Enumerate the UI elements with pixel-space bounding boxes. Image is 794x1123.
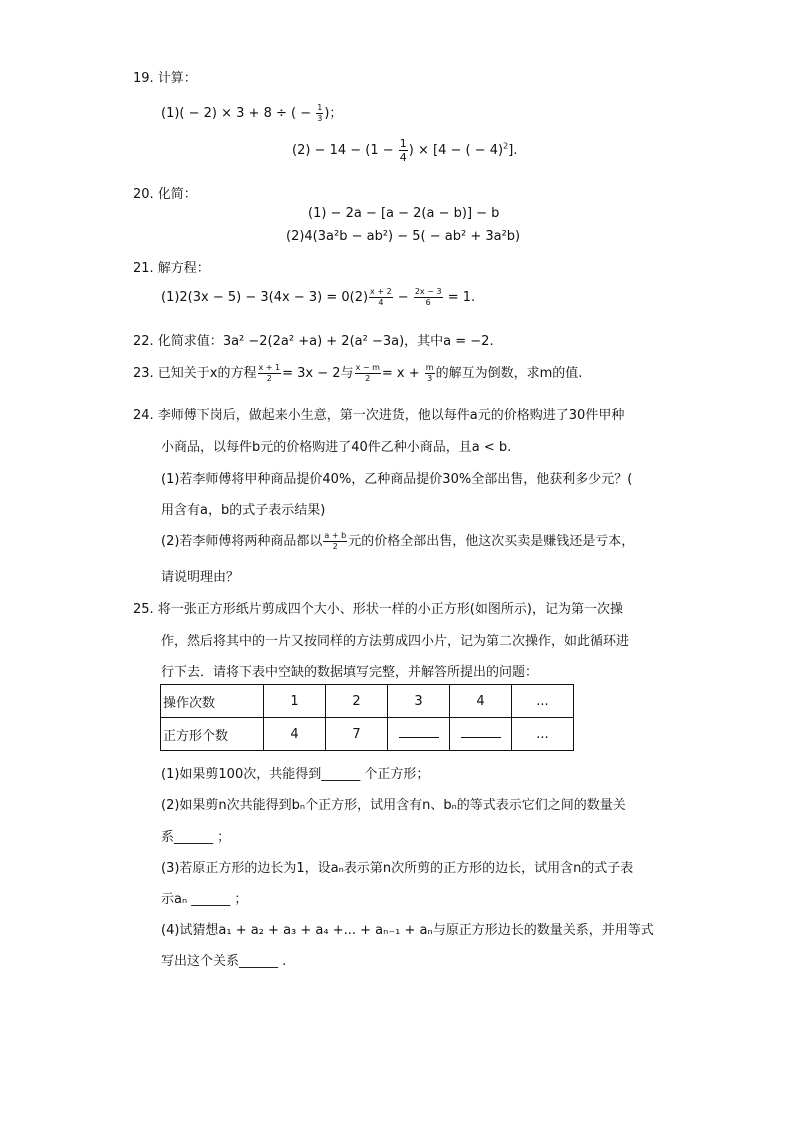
q19-label: 19. 计算： — [133, 71, 197, 86]
q24-part2-line1 — [161, 530, 634, 551]
answer-blank — [461, 727, 501, 738]
q22 — [133, 330, 494, 349]
frac-denominator: 2 — [332, 542, 338, 551]
q19-part1 — [161, 102, 342, 123]
q21-label: 21. 解方程： — [133, 261, 210, 276]
table-cell: 7 — [326, 718, 388, 751]
frac-numerator: x + 1 — [258, 363, 281, 372]
frac-denominator: 6 — [425, 298, 431, 307]
table-row — [161, 718, 574, 751]
q23 — [133, 362, 582, 383]
frac-numerator: 2x − 3 — [414, 287, 442, 296]
frac-denominator: 4 — [378, 298, 384, 307]
q19-p2-tail: ]. — [508, 143, 518, 158]
q22-body: 3a² −2(2a² +a) + 2(a² −3a)，其中a = −2. — [222, 334, 494, 349]
frac-numerator: 1 — [317, 103, 323, 112]
q25-sub3-line1: (3)若原正方形的边长为1，设aₙ表示第n次所剪的正方形的边长，试用含n的式子表 — [161, 861, 634, 876]
q20-label: 20. 化简： — [133, 187, 197, 202]
table-cell: ... — [512, 685, 574, 718]
table-cell: ... — [512, 718, 574, 751]
q24-part1-line2: 用含有a，b的式子表示结果) — [161, 503, 326, 518]
q25-sub1: (1)如果剪100次，共能得到______ 个正方形； — [161, 767, 430, 782]
answer-blank — [399, 727, 439, 738]
frac-numerator: 1 — [399, 137, 407, 150]
q19-p2-fraction — [399, 138, 408, 163]
q25-sub4-line2: 写出这个关系______ . — [161, 954, 287, 969]
frac-numerator: x − m — [355, 363, 380, 372]
q21-parts: (1)2(3x − 5) − 3(4x − 3) = 0(2) $\frac{x + 2}{4}$ − $\frac{2x - 3}{6}$ = 1. — [161, 287, 476, 307]
q20-part1: (1) − 2a − [a − 2(a − b)] − b — [308, 206, 500, 221]
q19-p1-tail: )； — [324, 106, 343, 121]
q23-fraction-3 — [425, 364, 435, 383]
q23-fraction-1 — [258, 364, 282, 383]
q24-part2-line2: 请说明理由？ — [161, 570, 240, 585]
q25-sub2-line2: 系______ ； — [161, 830, 231, 845]
table-cell: 正方形个数 — [161, 718, 264, 751]
q19-p1-fraction — [316, 104, 323, 123]
q19-p2-mid: ) × [4 − ( − 4) — [408, 143, 504, 158]
table-cell: 3 — [388, 685, 450, 718]
q25-sub2-line1: (2)如果剪n次共能得到bₙ个正方形，试用含有n、bₙ的等式表示它们之间的数量关 — [161, 798, 626, 813]
q19-p2-exp: 2 — [503, 141, 509, 151]
q24-line2: 小商品，以每件b元的价格购进了40件乙种小商品，且a < b. — [161, 440, 512, 455]
q21-p2-tail: = 1. — [447, 290, 476, 305]
q24-p2-fraction — [323, 532, 347, 551]
q23-tail: 的解互为倒数，求m的值. — [435, 366, 583, 381]
operations-table — [160, 684, 574, 751]
frac-denominator: 4 — [399, 151, 407, 164]
q25-sub4-line1: (4)试猜想a₁ + a₂ + a₃ + a₄ +... + aₙ₋₁ + aₙ与原正方形边长的数量关系，并用等式 — [161, 923, 654, 938]
table-cell: 4 — [450, 685, 512, 718]
q25-sub3-line2: 示aₙ ______ ； — [161, 892, 248, 907]
q22-label: 22. 化简求值： — [133, 334, 223, 349]
q21-fraction-2 — [414, 288, 443, 307]
q19-p1-lead: (1)( − 2) × 3 + 8 ÷ ( − — [161, 106, 316, 121]
q23-label: 23. 已知关于x的方程 — [133, 366, 257, 381]
q25-line1: 25. 将一张正方形纸片剪成四个大小、形状一样的小正方形(如图所示)，记为第一次操 — [133, 602, 623, 617]
blank-cell — [450, 718, 512, 751]
frac-numerator: m — [425, 363, 434, 372]
q24-line1: 24. 李师傅下岗后，做起来小生意，第一次进货，他以每件a元的价格购进了30件甲种 — [133, 408, 625, 423]
q21-p2-lead: (2) — [349, 290, 369, 305]
q23-mid1: = 3x − 2与 — [282, 366, 354, 381]
table-cell: 2 — [326, 685, 388, 718]
q25-line3: 行下去．请将下表中空缺的数据填写完整，并解答所提出的问题： — [161, 665, 539, 680]
q23-fraction-2 — [355, 364, 381, 383]
frac-numerator: a + b — [324, 531, 347, 540]
frac-denominator: 3 — [427, 374, 433, 383]
table-cell: 操作次数 — [161, 685, 264, 718]
q25-line2: 作，然后将其中的一片又按同样的方法剪成四小片，记为第二次操作，如此循环进 — [161, 634, 630, 649]
frac-denominator: 2 — [365, 374, 371, 383]
frac-denominator: 3 — [317, 114, 323, 123]
q21-fraction-1 — [369, 288, 393, 307]
q20-part2: (2)4(3a²b − ab²) − 5( − ab² + 3a²b) — [286, 229, 521, 244]
table-cell: 1 — [264, 685, 326, 718]
q24-part1-line1: (1)若李师傅将甲种商品提价40%，乙种商品提价30%全部出售，他获利多少元？( — [161, 472, 633, 487]
q19-p2-lead: (2) − 14 − (1 − — [292, 143, 398, 158]
frac-numerator: x + 2 — [370, 287, 392, 296]
q19-part2 — [292, 138, 517, 163]
table-row — [161, 685, 574, 718]
blank-cell — [388, 718, 450, 751]
frac-denominator: 2 — [266, 374, 272, 383]
q24-p2-tail: 元的价格全部出售，他这次买卖是赚钱还是亏本， — [348, 534, 635, 549]
table-cell: 4 — [264, 718, 326, 751]
q23-mid2: = x + — [381, 366, 424, 381]
q24-p2-lead: (2)若李师傅将两种商品都以 — [161, 534, 323, 549]
q21-part1: (1)2(3x − 5) − 3(4x − 3) = 0 — [161, 290, 350, 305]
